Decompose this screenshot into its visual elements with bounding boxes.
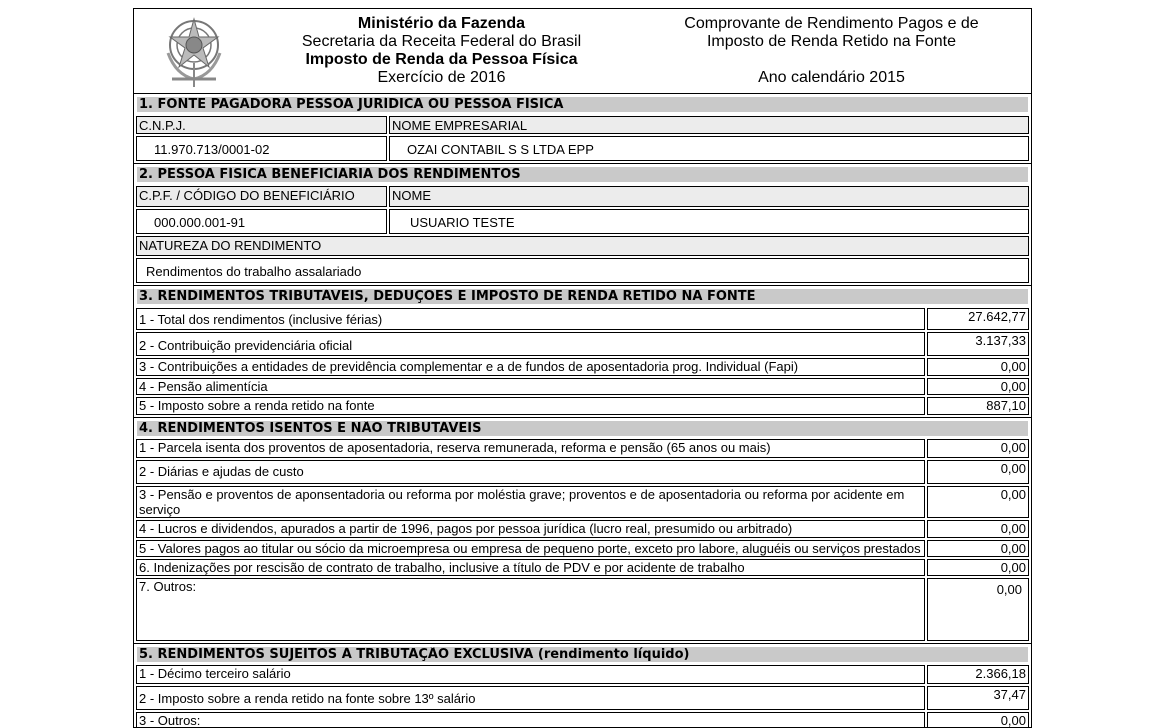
s3-row-5-label: 5 - Imposto sobre a renda retido na fonte xyxy=(136,397,925,415)
s4-row-2-value: 0,00 xyxy=(927,460,1029,484)
s3-row-2-label: 2 - Contribuição previdenciária oficial xyxy=(136,332,925,356)
s5-row-2-value: 37,47 xyxy=(927,686,1029,710)
header-divider xyxy=(134,93,1031,94)
income-nature-value-cell xyxy=(136,258,1029,283)
s4-row-4-label: 4 - Lucros e dividendos, apurados a partir de 1996, pagos por pessoa jurídica (lucro real, presumido ou arbitrado) xyxy=(136,520,925,538)
s3-row-4-value: 0,00 xyxy=(927,378,1029,395)
company-name-value-cell xyxy=(389,136,1029,161)
section-3-title: 3. RENDIMENTOS TRIBUTÁVEIS, DEDUÇÕES E IMPOSTO DE RENDA RETIDO NA FONTE xyxy=(136,288,1029,305)
ministry-name: Ministério da Fazenda xyxy=(357,15,526,32)
section-1-divider xyxy=(134,163,1031,164)
beneficiary-name-value-cell xyxy=(389,209,1029,234)
section-4-divider xyxy=(134,643,1031,644)
beneficiary-name-label: NOME xyxy=(389,186,1029,207)
company-name-label: NOME EMPRESARIAL xyxy=(389,116,1029,134)
document-title-line2: Imposto de Renda Retido na Fonte xyxy=(706,33,957,50)
s5-row-1-label: 1 - Décimo terceiro salário xyxy=(136,665,925,684)
s3-row-3-value: 0,00 xyxy=(927,358,1029,376)
section-3-divider xyxy=(134,417,1031,418)
s4-row-6-label: 6. Indenizações por rescisão de contrato de trabalho, inclusive a título de PDV e por acidente de trabalho xyxy=(136,559,925,576)
s4-row-3-value: 0,00 xyxy=(927,486,1029,518)
secretariat-name: Secretaria da Receita Federal do Brasil xyxy=(301,33,582,50)
s5-row-3-label: 3 - Outros: xyxy=(136,712,925,728)
section-2-divider xyxy=(134,285,1031,286)
company-name-value: OZAI CONTABIL S S LTDA EPP xyxy=(407,142,594,157)
cnpj-value-cell xyxy=(136,136,387,161)
s4-row-4-value: 0,00 xyxy=(927,520,1029,538)
tax-name: Imposto de Renda da Pessoa Física xyxy=(305,51,578,68)
s4-row-3-label: 3 - Pensão e proventos de aponsentadoria ou reforma por moléstia grave; proventos e de aposentadoria ou reforma por acidente em serviço xyxy=(136,486,925,518)
cnpj-label: C.N.P.J. xyxy=(136,116,387,134)
section-5-title: 5. RENDIMENTOS SUJEITOS À TRIBUTAÇÃO EXCLUSIVA (rendimento líquido) xyxy=(136,646,1029,663)
cnpj-value: 11.970.713/0001-02 xyxy=(154,142,270,157)
s5-row-2-label: 2 - Imposto sobre a renda retido na fonte sobre 13º salário xyxy=(136,686,925,710)
s3-row-2-value: 3.137,33 xyxy=(927,332,1029,356)
s3-row-1-value: 27.642,77 xyxy=(927,308,1029,330)
s3-row-4-label: 4 - Pensão alimentícia xyxy=(136,378,925,395)
calendar-year: Ano calendário 2015 xyxy=(758,69,905,86)
cpf-value: 000.000.001-91 xyxy=(154,215,246,230)
beneficiary-name-value: USUARIO TESTE xyxy=(410,215,515,230)
cpf-value-cell xyxy=(136,209,387,234)
cpf-label: C.P.F. / CÓDIGO DO BENEFICIÁRIO xyxy=(136,186,387,207)
s5-row-3-value: 0,00 xyxy=(927,712,1029,728)
s4-row-2-label: 2 - Diárias e ajudas de custo xyxy=(136,460,925,484)
document-header xyxy=(134,9,1031,93)
section-2-title: 2. PESSOA FÍSICA BENEFICIÁRIA DOS RENDIMENTOS xyxy=(136,166,1029,183)
s5-row-1-value: 2.366,18 xyxy=(927,665,1029,684)
s4-row-1-value: 0,00 xyxy=(927,439,1029,458)
income-statement-document xyxy=(133,8,1032,728)
s4-row-5-value: 0,00 xyxy=(927,540,1029,557)
exercise-year: Exercício de 2016 xyxy=(377,69,506,86)
s4-row-7-label: 7. Outros: xyxy=(136,578,925,641)
republic-coat-of-arms-icon xyxy=(158,13,230,89)
document-title-line1: Comprovante de Rendimento Pagos e de xyxy=(684,15,979,32)
s4-row-6-value: 0,00 xyxy=(927,559,1029,576)
income-nature-label: NATUREZA DO RENDIMENTO xyxy=(136,236,1029,256)
s3-row-1-label: 1 - Total dos rendimentos (inclusive férias) xyxy=(136,308,925,330)
section-1-title: 1. FONTE PAGADORA PESSOA JURÍDICA OU PESSOA FÍSICA xyxy=(136,96,1029,113)
income-nature-value: Rendimentos do trabalho assalariado xyxy=(146,264,362,279)
section-4-title: 4. RENDIMENTOS ISENTOS E NÃO TRIBUTÁVEIS xyxy=(136,420,1029,437)
s4-row-5-label: 5 - Valores pagos ao titular ou sócio da microempresa ou empresa de pequeno porte, exceto pro labore, aluguéis ou serviços prestados xyxy=(136,540,925,557)
s3-row-3-label: 3 - Contribuições a entidades de previdência complementar e a de fundos de aposentadoria prog. Individual (Fapi) xyxy=(136,358,925,376)
s4-row-1-label: 1 - Parcela isenta dos proventos de aposentadoria, reserva remunerada, reforma e pensão (65 anos ou mais) xyxy=(136,439,925,458)
s4-row-7-value: 0,00 xyxy=(927,578,1029,641)
s3-row-5-value: 887,10 xyxy=(927,397,1029,415)
